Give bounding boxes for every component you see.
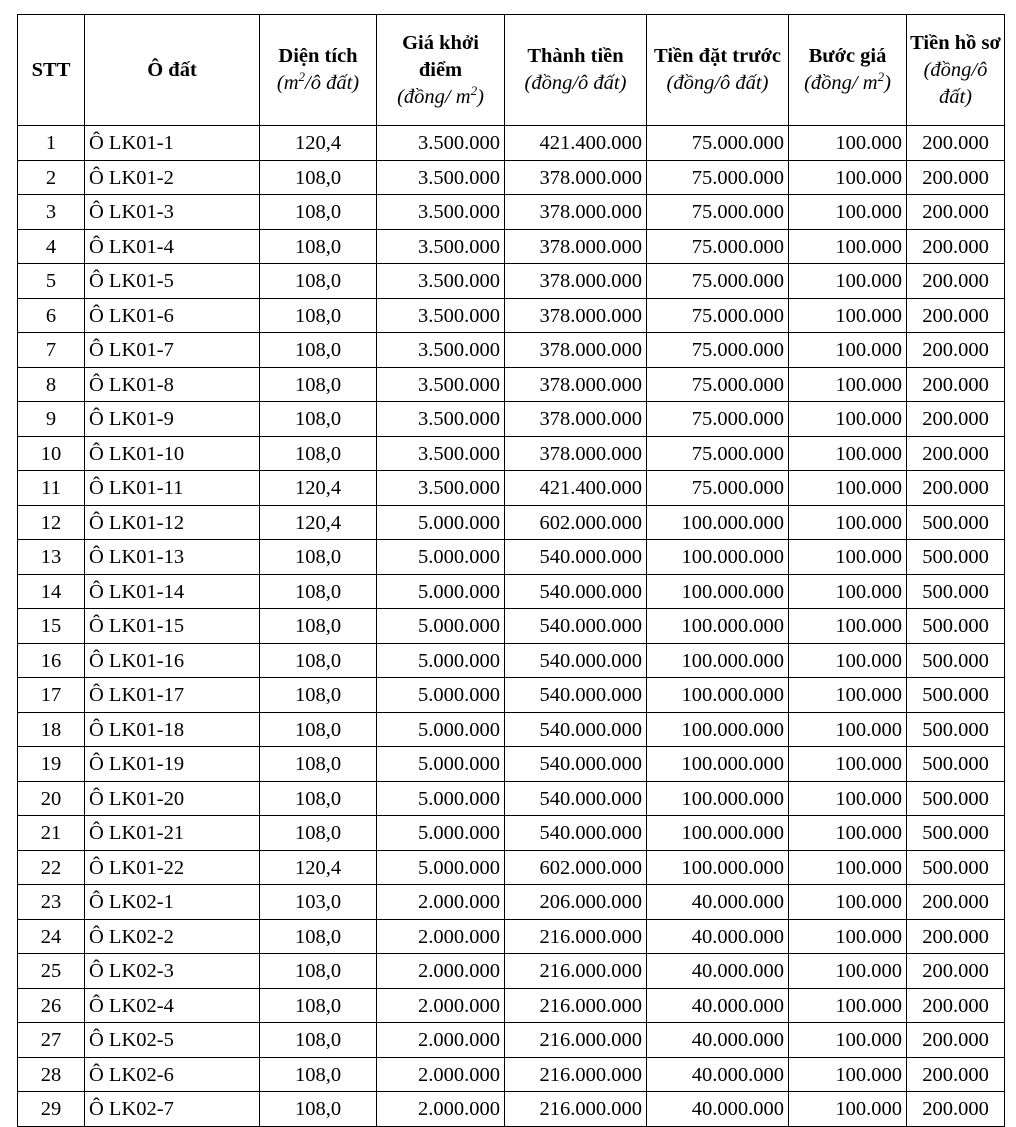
cell-total: 378.000.000	[505, 229, 647, 264]
cell-fee: 500.000	[907, 712, 1005, 747]
cell-step: 100.000	[789, 747, 907, 782]
col-header-stt: STT	[18, 15, 85, 126]
cell-deposit: 75.000.000	[647, 333, 789, 368]
cell-fee: 500.000	[907, 609, 1005, 644]
cell-area: 108,0	[260, 160, 377, 195]
cell-stt: 12	[18, 505, 85, 540]
cell-fee: 200.000	[907, 402, 1005, 437]
cell-fee: 500.000	[907, 505, 1005, 540]
col-header-fee	[907, 15, 1005, 126]
cell-fee: 500.000	[907, 574, 1005, 609]
cell-area: 120,4	[260, 505, 377, 540]
cell-total: 540.000.000	[505, 574, 647, 609]
col-header-fee-unit: (đồng/ô đất)	[923, 58, 988, 108]
cell-plot: Ô LK01-16	[85, 643, 260, 678]
cell-step: 100.000	[789, 126, 907, 161]
table-row	[18, 1023, 1005, 1058]
cell-deposit: 75.000.000	[647, 298, 789, 333]
cell-total: 540.000.000	[505, 643, 647, 678]
cell-fee: 500.000	[907, 781, 1005, 816]
cell-stt: 25	[18, 954, 85, 989]
cell-stt: 3	[18, 195, 85, 230]
cell-start-price: 3.500.000	[377, 367, 505, 402]
cell-start-price: 2.000.000	[377, 919, 505, 954]
cell-fee: 200.000	[907, 919, 1005, 954]
cell-stt: 17	[18, 678, 85, 713]
cell-fee: 200.000	[907, 954, 1005, 989]
cell-plot: Ô LK01-9	[85, 402, 260, 437]
cell-step: 100.000	[789, 402, 907, 437]
cell-step: 100.000	[789, 988, 907, 1023]
cell-total: 540.000.000	[505, 678, 647, 713]
table-row	[18, 471, 1005, 506]
cell-total: 378.000.000	[505, 264, 647, 299]
table-row	[18, 402, 1005, 437]
cell-plot: Ô LK01-21	[85, 816, 260, 851]
cell-deposit: 100.000.000	[647, 609, 789, 644]
cell-deposit: 100.000.000	[647, 781, 789, 816]
cell-stt: 27	[18, 1023, 85, 1058]
table-row	[18, 298, 1005, 333]
table-row	[18, 195, 1005, 230]
cell-deposit: 100.000.000	[647, 850, 789, 885]
cell-stt: 14	[18, 574, 85, 609]
col-header-start-price-unit: (đồng/ $m^2$)	[397, 82, 484, 108]
cell-fee: 200.000	[907, 195, 1005, 230]
cell-start-price: 3.500.000	[377, 298, 505, 333]
cell-deposit: 40.000.000	[647, 885, 789, 920]
cell-plot: Ô LK01-12	[85, 505, 260, 540]
cell-step: 100.000	[789, 367, 907, 402]
col-header-total	[505, 15, 647, 126]
cell-start-price: 3.500.000	[377, 195, 505, 230]
cell-area: 120,4	[260, 471, 377, 506]
cell-stt: 6	[18, 298, 85, 333]
cell-total: 216.000.000	[505, 988, 647, 1023]
cell-area: 108,0	[260, 1092, 377, 1127]
cell-step: 100.000	[789, 195, 907, 230]
cell-plot: Ô LK02-1	[85, 885, 260, 920]
cell-deposit: 75.000.000	[647, 367, 789, 402]
cell-step: 100.000	[789, 712, 907, 747]
cell-total: 421.400.000	[505, 126, 647, 161]
cell-fee: 200.000	[907, 298, 1005, 333]
cell-area: 108,0	[260, 816, 377, 851]
cell-fee: 200.000	[907, 885, 1005, 920]
cell-area: 108,0	[260, 264, 377, 299]
col-header-step-unit: (đồng/ $m^2$)	[804, 69, 891, 94]
cell-step: 100.000	[789, 954, 907, 989]
cell-step: 100.000	[789, 609, 907, 644]
cell-start-price: 5.000.000	[377, 678, 505, 713]
cell-stt: 21	[18, 816, 85, 851]
cell-stt: 23	[18, 885, 85, 920]
cell-deposit: 100.000.000	[647, 540, 789, 575]
col-header-step	[789, 15, 907, 126]
cell-deposit: 100.000.000	[647, 678, 789, 713]
cell-total: 378.000.000	[505, 195, 647, 230]
cell-plot: Ô LK01-3	[85, 195, 260, 230]
cell-fee: 500.000	[907, 540, 1005, 575]
cell-area: 108,0	[260, 643, 377, 678]
cell-deposit: 100.000.000	[647, 712, 789, 747]
col-header-area	[260, 15, 377, 126]
cell-deposit: 75.000.000	[647, 402, 789, 437]
table-row	[18, 367, 1005, 402]
cell-deposit: 100.000.000	[647, 747, 789, 782]
table-row	[18, 126, 1005, 161]
col-header-deposit	[647, 15, 789, 126]
cell-total: 216.000.000	[505, 1092, 647, 1127]
cell-start-price: 5.000.000	[377, 643, 505, 678]
cell-plot: Ô LK01-11	[85, 471, 260, 506]
cell-start-price: 3.500.000	[377, 402, 505, 437]
cell-fee: 500.000	[907, 678, 1005, 713]
cell-total: 540.000.000	[505, 712, 647, 747]
table-row	[18, 988, 1005, 1023]
cell-deposit: 100.000.000	[647, 643, 789, 678]
table-row	[18, 678, 1005, 713]
cell-stt: 20	[18, 781, 85, 816]
col-header-deposit-title: Tiền đặt trước	[654, 45, 781, 67]
table-header	[18, 15, 1005, 126]
cell-fee: 200.000	[907, 1023, 1005, 1058]
cell-step: 100.000	[789, 471, 907, 506]
cell-area: 120,4	[260, 126, 377, 161]
cell-plot: Ô LK02-2	[85, 919, 260, 954]
cell-fee: 500.000	[907, 747, 1005, 782]
cell-deposit: 75.000.000	[647, 160, 789, 195]
cell-area: 108,0	[260, 436, 377, 471]
cell-start-price: 2.000.000	[377, 1023, 505, 1058]
cell-stt: 10	[18, 436, 85, 471]
cell-stt: 1	[18, 126, 85, 161]
cell-deposit: 40.000.000	[647, 919, 789, 954]
cell-start-price: 5.000.000	[377, 747, 505, 782]
table-row	[18, 850, 1005, 885]
cell-start-price: 5.000.000	[377, 609, 505, 644]
cell-plot: Ô LK01-20	[85, 781, 260, 816]
cell-step: 100.000	[789, 850, 907, 885]
cell-plot: Ô LK01-15	[85, 609, 260, 644]
cell-plot: Ô LK01-8	[85, 367, 260, 402]
cell-total: 216.000.000	[505, 1023, 647, 1058]
col-header-fee-title: Tiền hồ sơ	[910, 31, 1001, 54]
cell-step: 100.000	[789, 436, 907, 471]
cell-fee: 500.000	[907, 816, 1005, 851]
cell-area: 108,0	[260, 195, 377, 230]
cell-step: 100.000	[789, 643, 907, 678]
cell-plot: Ô LK02-6	[85, 1057, 260, 1092]
cell-fee: 200.000	[907, 436, 1005, 471]
cell-area: 108,0	[260, 574, 377, 609]
cell-deposit: 75.000.000	[647, 126, 789, 161]
cell-stt: 24	[18, 919, 85, 954]
cell-total: 216.000.000	[505, 1057, 647, 1092]
cell-start-price: 5.000.000	[377, 505, 505, 540]
table-row	[18, 885, 1005, 920]
cell-area: 108,0	[260, 1023, 377, 1058]
table-row	[18, 1092, 1005, 1127]
cell-stt: 28	[18, 1057, 85, 1092]
cell-start-price: 3.500.000	[377, 333, 505, 368]
cell-total: 216.000.000	[505, 919, 647, 954]
cell-step: 100.000	[789, 333, 907, 368]
cell-fee: 200.000	[907, 333, 1005, 368]
col-header-step-title: Bước giá	[808, 45, 887, 67]
cell-step: 100.000	[789, 229, 907, 264]
cell-plot: Ô LK01-17	[85, 678, 260, 713]
cell-start-price: 3.500.000	[377, 471, 505, 506]
cell-fee: 500.000	[907, 643, 1005, 678]
cell-deposit: 100.000.000	[647, 574, 789, 609]
cell-plot: Ô LK02-7	[85, 1092, 260, 1127]
cell-fee: 200.000	[907, 1092, 1005, 1127]
cell-deposit: 100.000.000	[647, 505, 789, 540]
col-header-plot: Ô đất	[85, 15, 260, 126]
cell-stt: 15	[18, 609, 85, 644]
cell-plot: Ô LK01-1	[85, 126, 260, 161]
cell-step: 100.000	[789, 1092, 907, 1127]
cell-start-price: 5.000.000	[377, 540, 505, 575]
cell-area: 108,0	[260, 402, 377, 437]
land-plot-table	[17, 14, 1005, 1127]
cell-fee: 200.000	[907, 988, 1005, 1023]
cell-stt: 4	[18, 229, 85, 264]
cell-start-price: 3.500.000	[377, 229, 505, 264]
cell-plot: Ô LK01-14	[85, 574, 260, 609]
cell-stt: 19	[18, 747, 85, 782]
table-row	[18, 264, 1005, 299]
cell-start-price: 5.000.000	[377, 781, 505, 816]
cell-area: 120,4	[260, 850, 377, 885]
cell-stt: 8	[18, 367, 85, 402]
cell-step: 100.000	[789, 678, 907, 713]
cell-plot: Ô LK01-22	[85, 850, 260, 885]
cell-total: 421.400.000	[505, 471, 647, 506]
cell-start-price: 2.000.000	[377, 1057, 505, 1092]
cell-total: 216.000.000	[505, 954, 647, 989]
cell-plot: Ô LK01-4	[85, 229, 260, 264]
table-row	[18, 747, 1005, 782]
cell-area: 108,0	[260, 781, 377, 816]
cell-total: 378.000.000	[505, 160, 647, 195]
cell-total: 602.000.000	[505, 505, 647, 540]
cell-stt: 26	[18, 988, 85, 1023]
cell-stt: 16	[18, 643, 85, 678]
cell-area: 108,0	[260, 540, 377, 575]
cell-deposit: 75.000.000	[647, 195, 789, 230]
cell-area: 103,0	[260, 885, 377, 920]
cell-total: 378.000.000	[505, 333, 647, 368]
table-row	[18, 333, 1005, 368]
cell-fee: 200.000	[907, 229, 1005, 264]
cell-deposit: 40.000.000	[647, 1092, 789, 1127]
cell-plot: Ô LK01-10	[85, 436, 260, 471]
cell-start-price: 2.000.000	[377, 954, 505, 989]
cell-step: 100.000	[789, 160, 907, 195]
cell-total: 206.000.000	[505, 885, 647, 920]
cell-start-price: 5.000.000	[377, 712, 505, 747]
cell-plot: Ô LK01-5	[85, 264, 260, 299]
col-header-total-unit: (đồng/ô đất)	[524, 72, 627, 94]
cell-start-price: 5.000.000	[377, 816, 505, 851]
table-row	[18, 574, 1005, 609]
table-row	[18, 160, 1005, 195]
cell-start-price: 3.500.000	[377, 436, 505, 471]
cell-start-price: 3.500.000	[377, 126, 505, 161]
cell-stt: 29	[18, 1092, 85, 1127]
table-row	[18, 540, 1005, 575]
table-row	[18, 954, 1005, 989]
cell-area: 108,0	[260, 1057, 377, 1092]
table-row	[18, 919, 1005, 954]
cell-start-price: 3.500.000	[377, 160, 505, 195]
col-header-total-title: Thành tiền	[527, 45, 624, 67]
cell-area: 108,0	[260, 712, 377, 747]
cell-plot: Ô LK02-5	[85, 1023, 260, 1058]
cell-plot: Ô LK02-4	[85, 988, 260, 1023]
cell-deposit: 75.000.000	[647, 436, 789, 471]
cell-plot: Ô LK01-2	[85, 160, 260, 195]
cell-start-price: 2.000.000	[377, 885, 505, 920]
cell-stt: 7	[18, 333, 85, 368]
cell-plot: Ô LK01-7	[85, 333, 260, 368]
cell-area: 108,0	[260, 609, 377, 644]
col-header-area-unit: ($m^2/ô$ đất)	[276, 69, 360, 94]
cell-fee: 200.000	[907, 264, 1005, 299]
cell-deposit: 40.000.000	[647, 988, 789, 1023]
cell-start-price: 5.000.000	[377, 850, 505, 885]
cell-plot: Ô LK01-19	[85, 747, 260, 782]
cell-fee: 200.000	[907, 126, 1005, 161]
cell-total: 378.000.000	[505, 436, 647, 471]
cell-deposit: 75.000.000	[647, 264, 789, 299]
header-row	[18, 15, 1005, 126]
cell-total: 540.000.000	[505, 540, 647, 575]
cell-deposit: 40.000.000	[647, 1057, 789, 1092]
table-row	[18, 609, 1005, 644]
cell-step: 100.000	[789, 264, 907, 299]
cell-start-price: 5.000.000	[377, 574, 505, 609]
cell-plot: Ô LK01-18	[85, 712, 260, 747]
cell-fee: 200.000	[907, 471, 1005, 506]
cell-stt: 9	[18, 402, 85, 437]
table-row	[18, 712, 1005, 747]
cell-total: 540.000.000	[505, 747, 647, 782]
cell-step: 100.000	[789, 574, 907, 609]
cell-total: 602.000.000	[505, 850, 647, 885]
cell-area: 108,0	[260, 988, 377, 1023]
col-header-area-title: Diện tích	[278, 45, 358, 67]
table-row	[18, 436, 1005, 471]
cell-step: 100.000	[789, 919, 907, 954]
cell-stt: 5	[18, 264, 85, 299]
cell-deposit: 40.000.000	[647, 954, 789, 989]
cell-total: 540.000.000	[505, 816, 647, 851]
col-header-deposit-unit: (đồng/ô đất)	[666, 72, 769, 94]
cell-step: 100.000	[789, 540, 907, 575]
cell-total: 540.000.000	[505, 609, 647, 644]
cell-plot: Ô LK02-3	[85, 954, 260, 989]
cell-step: 100.000	[789, 505, 907, 540]
cell-plot: Ô LK01-13	[85, 540, 260, 575]
cell-stt: 22	[18, 850, 85, 885]
table-body	[18, 126, 1005, 1127]
cell-step: 100.000	[789, 816, 907, 851]
cell-total: 540.000.000	[505, 781, 647, 816]
cell-stt: 2	[18, 160, 85, 195]
cell-area: 108,0	[260, 298, 377, 333]
cell-total: 378.000.000	[505, 298, 647, 333]
col-header-start-price	[377, 15, 505, 126]
cell-area: 108,0	[260, 954, 377, 989]
cell-fee: 200.000	[907, 160, 1005, 195]
cell-total: 378.000.000	[505, 367, 647, 402]
table-row	[18, 505, 1005, 540]
cell-start-price: 3.500.000	[377, 264, 505, 299]
cell-area: 108,0	[260, 747, 377, 782]
cell-deposit: 75.000.000	[647, 471, 789, 506]
cell-area: 108,0	[260, 333, 377, 368]
cell-deposit: 75.000.000	[647, 229, 789, 264]
cell-deposit: 40.000.000	[647, 1023, 789, 1058]
cell-stt: 18	[18, 712, 85, 747]
table-row	[18, 816, 1005, 851]
cell-area: 108,0	[260, 678, 377, 713]
table-row	[18, 1057, 1005, 1092]
cell-step: 100.000	[789, 1057, 907, 1092]
cell-plot: Ô LK01-6	[85, 298, 260, 333]
cell-area: 108,0	[260, 229, 377, 264]
table-row	[18, 643, 1005, 678]
col-header-start-price-title: Giá khởi điểm	[402, 31, 479, 81]
cell-area: 108,0	[260, 919, 377, 954]
cell-step: 100.000	[789, 1023, 907, 1058]
cell-step: 100.000	[789, 781, 907, 816]
cell-fee: 200.000	[907, 367, 1005, 402]
cell-total: 378.000.000	[505, 402, 647, 437]
cell-deposit: 100.000.000	[647, 816, 789, 851]
cell-area: 108,0	[260, 367, 377, 402]
cell-stt: 13	[18, 540, 85, 575]
table-row	[18, 229, 1005, 264]
cell-start-price: 2.000.000	[377, 1092, 505, 1127]
cell-step: 100.000	[789, 298, 907, 333]
cell-start-price: 2.000.000	[377, 988, 505, 1023]
table-row	[18, 781, 1005, 816]
cell-fee: 200.000	[907, 1057, 1005, 1092]
cell-stt: 11	[18, 471, 85, 506]
cell-step: 100.000	[789, 885, 907, 920]
cell-fee: 500.000	[907, 850, 1005, 885]
